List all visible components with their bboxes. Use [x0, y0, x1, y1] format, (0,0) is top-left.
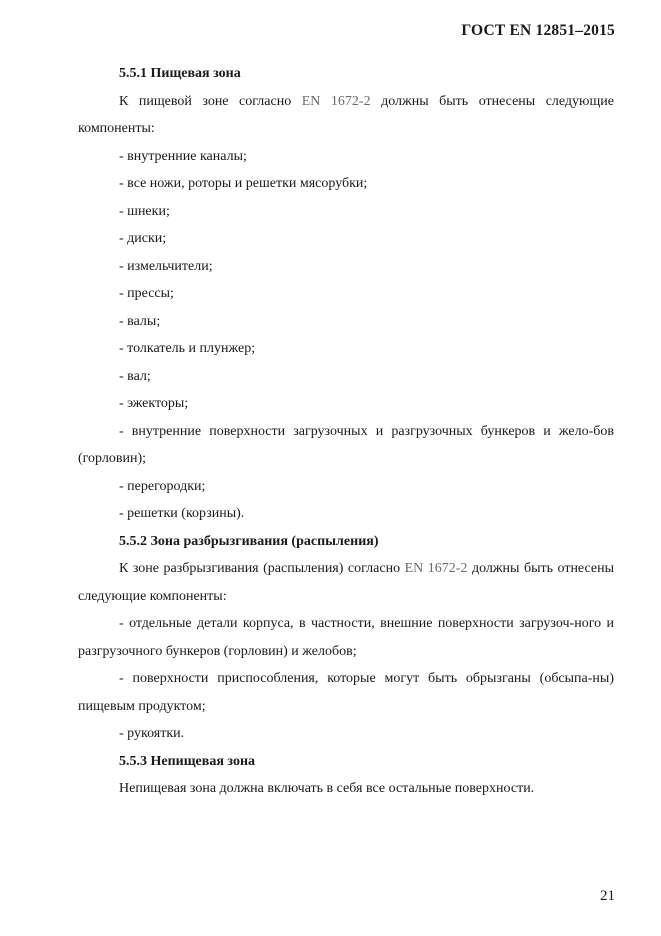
- section-intro-5-5-1: [78, 88, 614, 143]
- list-item: - все ножи, роторы и решетки мясорубки;: [119, 176, 368, 191]
- list-item: - поверхности приспособления, которые могут быть обрызганы (обсыпа-ны) пищевым продуктом;: [78, 671, 614, 714]
- page-number: 21: [600, 888, 615, 904]
- list-item: - перегородки;: [119, 478, 206, 494]
- standard-reference: EN 1672-2: [301, 93, 371, 109]
- section-intro-5-5-2: [78, 555, 614, 610]
- section-heading-5-5-3: 5.5.3 Непищевая зона: [119, 753, 256, 769]
- document-body: [78, 60, 614, 803]
- section-text-5-5-3: Непищевая зона должна включать в себя все остальные поверхности.: [119, 781, 535, 796]
- section-heading-5-5-2: 5.5.2 Зона разбрызгивания (распыления): [119, 533, 379, 549]
- list-item: - внутренние поверхности загрузочных и разгрузочных бункеров и жело-бов (горловин);: [78, 423, 614, 466]
- list-item: - прессы;: [119, 286, 174, 301]
- intro-text: К зоне разбрызгивания (распыления) согласно: [119, 561, 405, 576]
- intro-text: должны быть отнесены следующие компоненты:: [78, 561, 614, 604]
- list-item: - валы;: [119, 313, 161, 329]
- intro-text: должны быть отнесены следующие компоненты:: [78, 93, 615, 136]
- list-item: - толкатель и плунжер;: [119, 341, 256, 356]
- list-item: - эжекторы;: [119, 396, 189, 411]
- list-item: - внутренние каналы;: [119, 148, 247, 164]
- document-id: ГОСТ EN 12851–2015: [461, 22, 615, 39]
- list-item: - диски;: [119, 231, 167, 246]
- list-item: - измельчители;: [119, 258, 213, 274]
- standard-reference: EN 1672-2: [404, 561, 468, 576]
- list-item: - рукоятки.: [119, 726, 185, 741]
- list-item: - шнеки;: [119, 203, 170, 219]
- list-item: - решетки (корзины).: [119, 506, 245, 521]
- list-item: - отдельные детали корпуса, в частности, внешние поверхности загрузоч-ного и разгрузочного бункеров (горловин) и желобов;: [78, 616, 614, 659]
- list-item: - вал;: [119, 368, 151, 384]
- section-heading-5-5-1: 5.5.1 Пищевая зона: [119, 66, 241, 81]
- intro-text: К пищевой зоне согласно: [119, 93, 302, 109]
